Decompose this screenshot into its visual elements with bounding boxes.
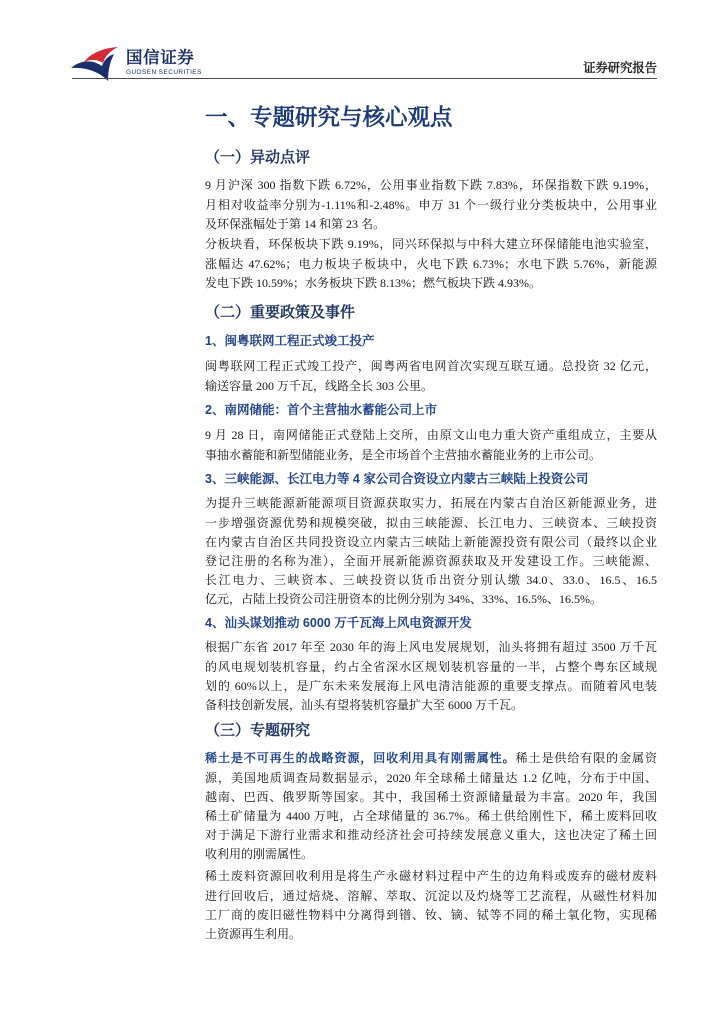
item-heading: 1、闽粤联网工程正式竣工投产	[205, 334, 375, 348]
lead-sentence: 稀土是不可再生的战略资源，回收利用具有刚需属性。	[205, 751, 516, 766]
text-line: 亿元，占陆上投资公司注册资本的比例分别为 34%、33%、16.5%、16.5%。	[205, 592, 602, 607]
page-title: 一、专题研究与核心观点	[205, 105, 453, 130]
text-line: 分板块看，环保板块下跌 9.19%，同兴环保拟与中科大建立环保储能电池实验室，	[205, 237, 657, 252]
header-divider	[72, 78, 657, 79]
text-line: 划的 60%以上，是广东未来发展海上风电清洁能源的重要支撑点。而随着风电装	[205, 678, 657, 693]
paragraph	[205, 357, 657, 395]
text-line: 长江电力、三峡资本、三峡投资以货币出资分别认缴 34.0、33.0、16.5、16.5	[205, 573, 657, 588]
text-line: 稀土废料资源回收利用是将生产永磁材料过程中产生的边角料或废弃的磁材废料	[205, 869, 657, 884]
paragraph	[205, 749, 657, 864]
guosen-logo-icon	[70, 46, 120, 82]
section-heading: （一）异动点评	[205, 149, 311, 166]
text-line: 月相对收益率分别为-1.11%和-2.48%。申万 31 个一级行业分类板块中，公用事业	[205, 197, 657, 212]
section-heading: （三）专题研究	[205, 722, 311, 739]
section-heading: （二）重要政策及事件	[205, 304, 356, 321]
logo-wordmark-en: GUOSEN SECURITIES	[126, 69, 202, 76]
text-line: 根据广东省 2017 年至 2030 年的海上风电发展规划，汕头将拥有超过 3500 万千瓦	[205, 640, 657, 655]
text-line: 输送容量 200 万千瓦，线路全长 303 公里。	[205, 378, 434, 393]
text-line: 源，美国地质调查局数据显示，2020 年全球稀土储量达 1.2 亿吨，分布于中国、	[205, 770, 657, 785]
text-line-rest: 稀土是供给有限的金属资	[515, 751, 657, 766]
text-line: 在内蒙古自治区共同投资设立内蒙古三峡陆上新能源投资有限公司（最终以企业	[205, 534, 657, 549]
text-line: 发电下跌 10.59%；水务板块下跌 8.13%；燃气板块下跌 4.93%。	[205, 275, 541, 290]
paragraph	[205, 638, 657, 715]
text-line: 及环保涨幅处于第 14 和第 23 名。	[205, 216, 386, 231]
text-line	[205, 749, 657, 768]
text-line: 的风电规划装机容量，约占全省深水区规划装机容量的一半，占整个粤东区域规	[205, 659, 657, 674]
paragraph	[205, 494, 657, 609]
text-line: 9 月沪深 300 指数下跌 6.72%，公用事业指数下跌 7.83%，环保指数下跌 9.19%，	[205, 178, 657, 193]
text-line: 登记注册的名称为准），全面开展新能源资源获取及开发建设工作。三峡能源、	[205, 553, 657, 568]
text-line: 收利用的刚需属性。	[205, 847, 314, 862]
text-line: 涨幅达 47.62%；电力板块子板块中，火电下跌 6.73%；水电下跌 5.76%，新能源	[205, 256, 657, 271]
text-line: 进行回收后，通过焙烧、溶解、萃取、沉淀以及灼烧等工艺流程，从磁性材料加	[205, 888, 657, 903]
text-line: 稀土矿储量为 4400 万吨，占全球储量的 36.7%。稀土供给刚性下，稀土废料回收	[205, 808, 657, 823]
text-line: 越南、巴西、俄罗斯等国家。其中，我国稀土资源储量最为丰富。2020 年，我国	[205, 789, 657, 804]
item-heading: 3、三峡能源、长江电力等 4 家公司合资设立内蒙古三峡陆上投资公司	[205, 472, 589, 486]
text-line: 对于满足下游行业需求和推动经济社会可持续发展意义重大，这也决定了稀土回	[205, 828, 657, 843]
text-line: 闽粤联网工程正式竣工投产，闽粤两省电网首次实现互联互通。总投资 32 亿元，	[205, 359, 657, 374]
paragraph	[205, 426, 657, 464]
report-type-label: 证券研究报告	[583, 61, 657, 75]
item-heading: 4、汕头谋划推动 6000 万千瓦海上风电资源开发	[205, 616, 472, 630]
text-line: 9 月 28 日，南网储能正式登陆上交所，由原文山电力重大资产重组成立，主要从	[205, 428, 657, 443]
paragraph	[205, 235, 657, 293]
text-line: 为提升三峡能源新能源项目资源获取实力，拓展在内蒙古自治区新能源业务，进	[205, 496, 657, 511]
text-line: 一步增强资源优势和规模突破，拟由三峡能源、长江电力、三峡资本、三峡投资	[205, 515, 657, 530]
paragraph	[205, 867, 657, 944]
logo-wordmark-cn: 国信证券	[126, 49, 195, 67]
text-line: 土资源再生利用。	[205, 926, 302, 941]
text-line: 工厂商的废旧磁性物料中分离得到镨、钕、镝、铽等不同的稀土氧化物，实现稀	[205, 907, 657, 922]
paragraph	[205, 176, 657, 234]
text-line: 备科技创新发展，汕头有望将装机容量扩大至 6000 万千瓦。	[205, 697, 524, 712]
item-heading: 2、南网储能：首个主营抽水蓄能公司上市	[205, 403, 437, 417]
text-line: 事抽水蓄能和新型储能业务，是全市场首个主营抽水蓄能业务的上市公司。	[205, 447, 602, 462]
